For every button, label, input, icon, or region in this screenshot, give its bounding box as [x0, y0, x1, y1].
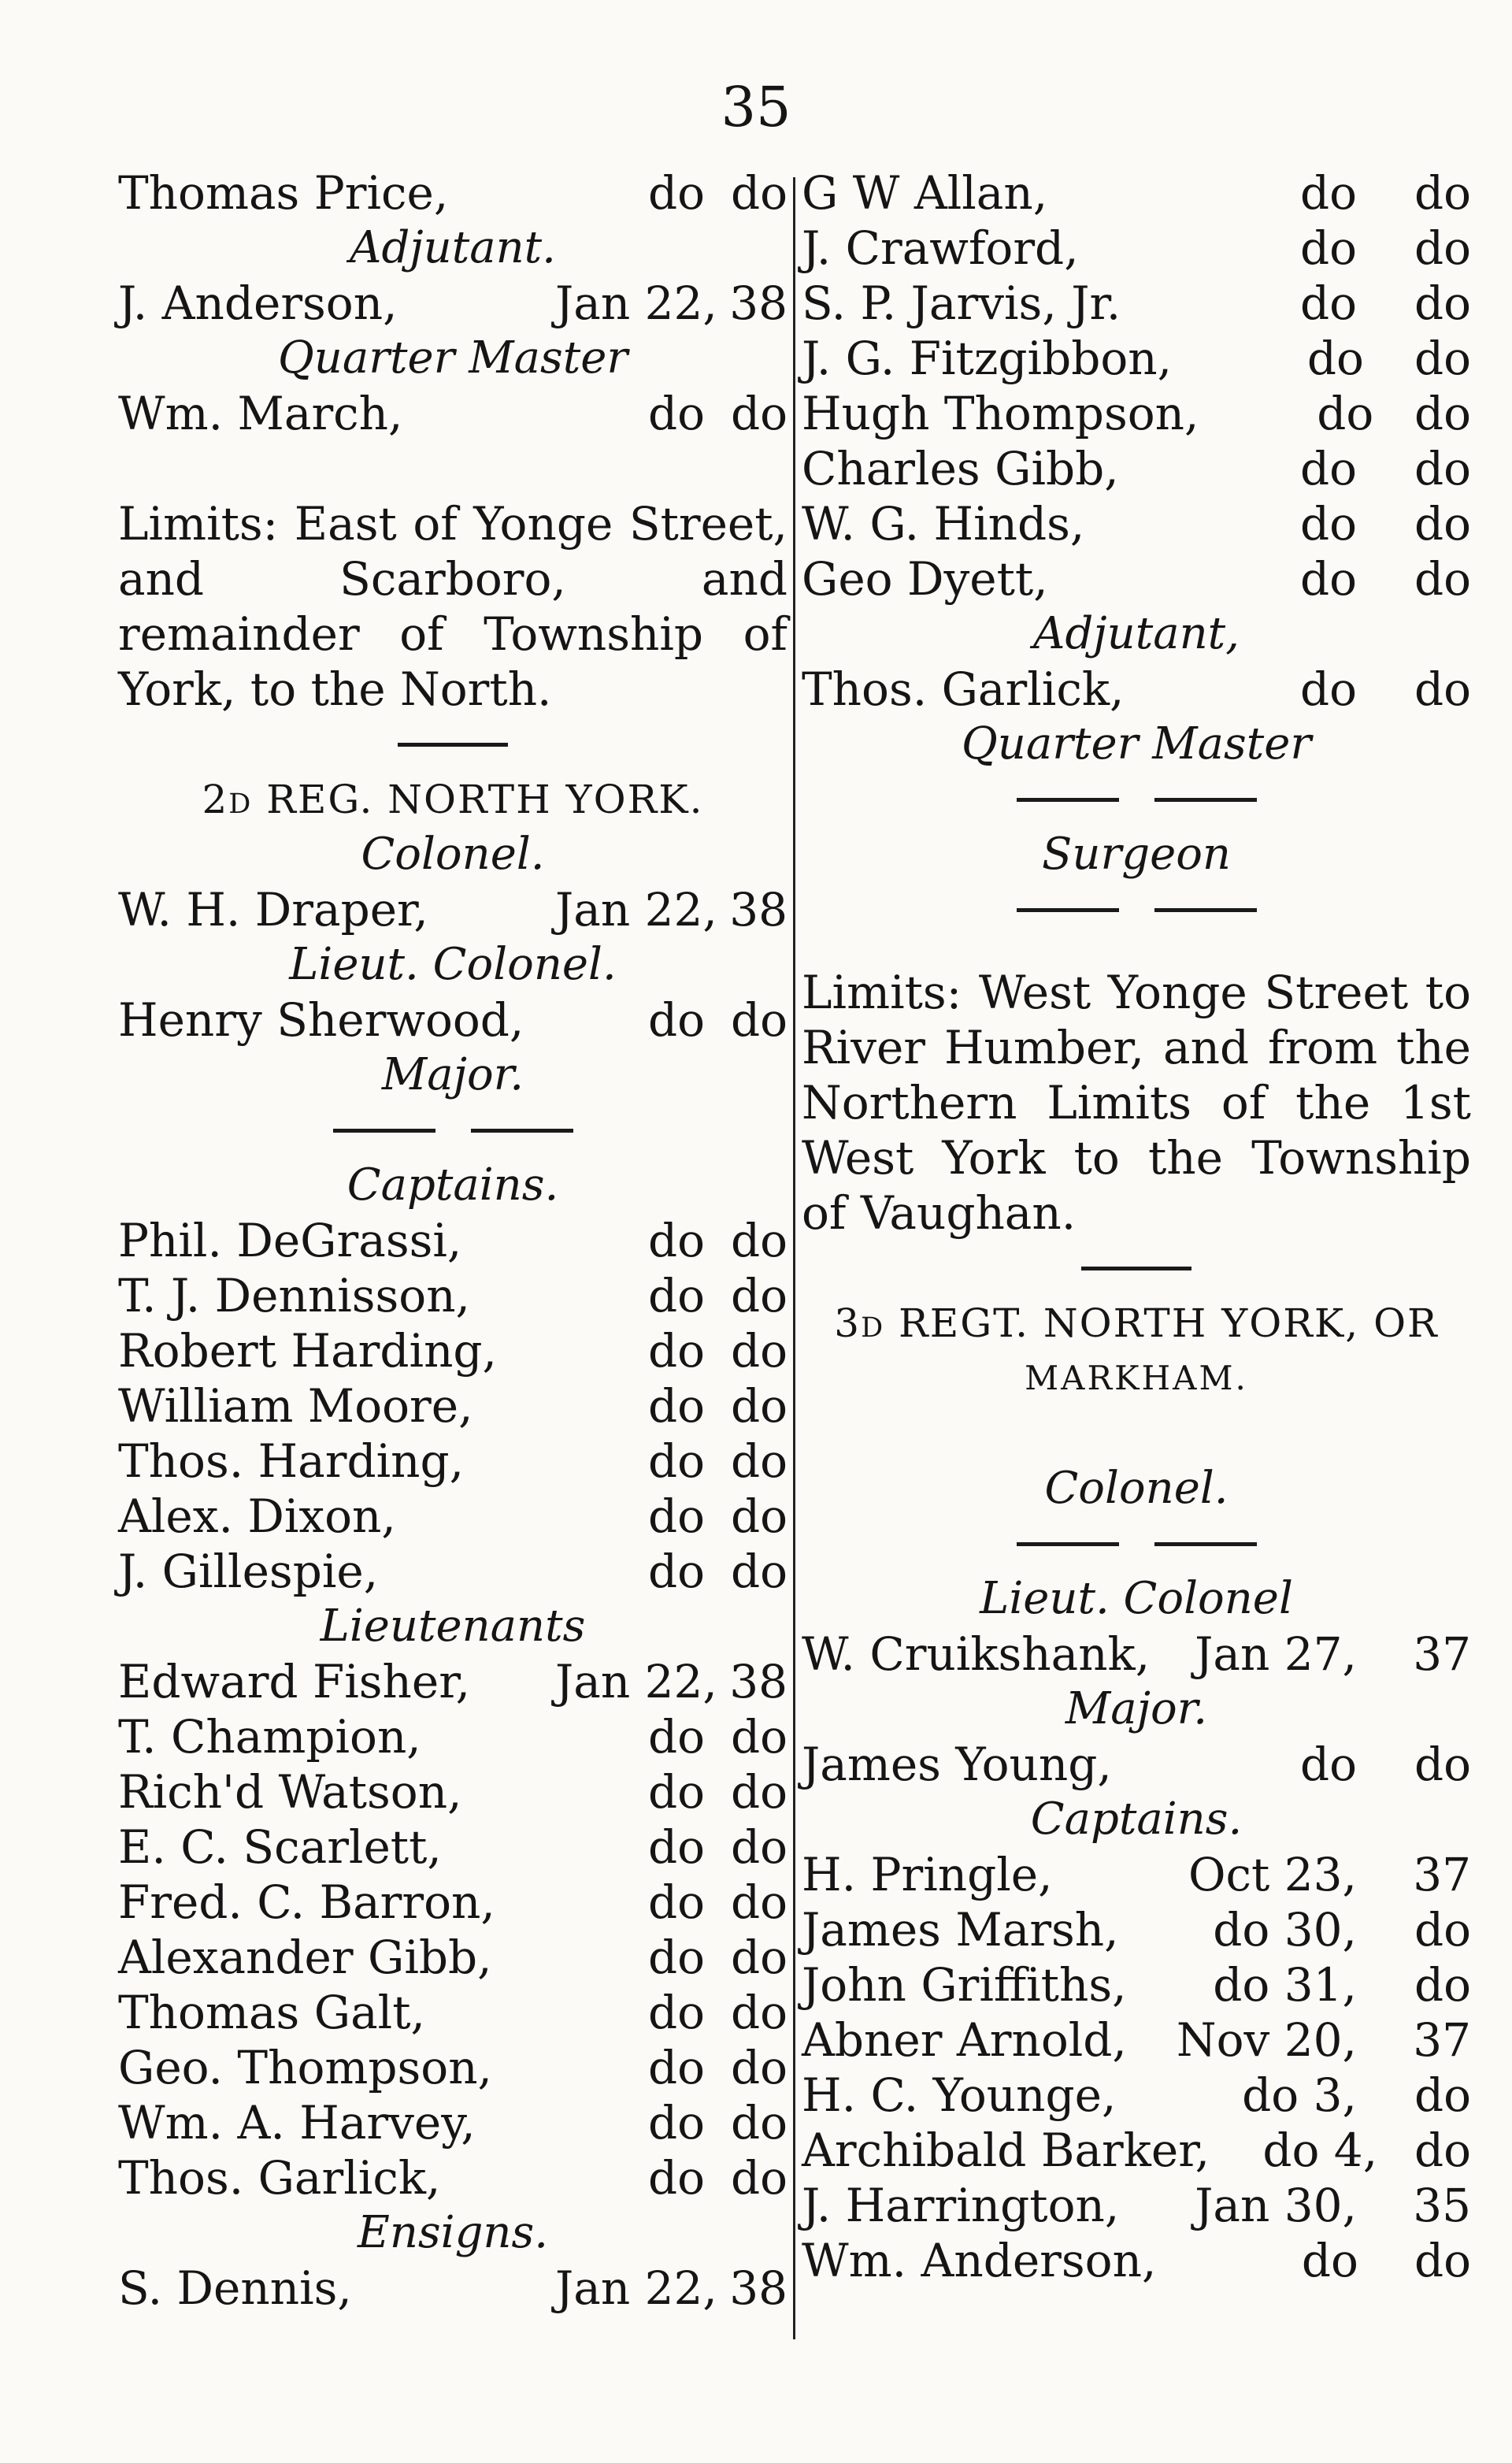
- officer-name: Thomas Price,: [118, 166, 449, 220]
- rank-heading-captains: Captains.: [1030, 1793, 1243, 1845]
- officer-year: do: [1414, 2234, 1471, 2287]
- officer-year: 38: [729, 276, 788, 330]
- officer-row: [118, 386, 788, 441]
- officer-date: do: [1299, 552, 1357, 606]
- officer-date: do: [647, 1765, 705, 1819]
- left-column: [118, 165, 788, 2316]
- officer-date: Jan 22,: [555, 1655, 717, 1708]
- officer-year: do: [1414, 442, 1471, 495]
- officer-row: [802, 1627, 1471, 1682]
- officer-date: do: [647, 1931, 705, 1984]
- officer-name: James Young,: [802, 1738, 1112, 1791]
- ensigns-list: [118, 2261, 788, 2316]
- officer-name: Archibald Barker,: [802, 2124, 1210, 2177]
- officer-name: H. C. Younge,: [802, 2068, 1117, 2122]
- officer-name: T. J. Dennisson,: [118, 1269, 470, 1322]
- officer-name: Abner Arnold,: [802, 2013, 1127, 2067]
- officer-row: [802, 1957, 1471, 2012]
- officer-date: do: [647, 1820, 705, 1874]
- officer-row: [118, 165, 788, 221]
- officer-row: [802, 2012, 1471, 2068]
- officer-date: do: [647, 1379, 705, 1433]
- officer-row: [118, 1875, 788, 1930]
- officer-date: do: [1306, 332, 1364, 385]
- section-rule: [118, 717, 788, 772]
- officer-year: 38: [729, 1655, 788, 1708]
- officer-row: [118, 1213, 788, 1268]
- officer-date: do: [647, 1434, 705, 1488]
- officer-year: 37: [1413, 2013, 1471, 2067]
- officer-row: [802, 662, 1471, 717]
- officer-name: Geo. Thompson,: [118, 2041, 492, 2094]
- officer-date: Jan 27,: [1195, 1627, 1357, 1681]
- officer-date: do: [647, 1489, 705, 1543]
- officer-name: J. Gillespie,: [118, 1545, 379, 1598]
- rank-heading-major: Major.: [1065, 1683, 1208, 1734]
- officer-year: do: [730, 1765, 788, 1819]
- officer-name: Henry Sherwood,: [118, 993, 524, 1047]
- officer-year: do: [730, 1269, 788, 1322]
- officer-name: Charles Gibb,: [802, 442, 1119, 495]
- officer-row: [802, 1902, 1471, 1957]
- vacancy-dashes: [118, 1103, 788, 1158]
- officer-date: Nov 20,: [1176, 2013, 1357, 2067]
- officer-date: do: [647, 1875, 705, 1929]
- officer-row: [118, 2261, 788, 2316]
- officer-row: [118, 882, 788, 937]
- rank-heading-adjutant: Adjutant,: [1033, 608, 1240, 659]
- officer-year: do: [730, 1379, 788, 1433]
- officer-row: [118, 992, 788, 1048]
- officer-year: do: [730, 993, 788, 1047]
- rank-heading-quarter-master: Quarter Master: [277, 332, 628, 384]
- vacancy-dashes: [802, 772, 1471, 827]
- officer-year: do: [730, 2151, 788, 2205]
- officer-row: [802, 1737, 1471, 1792]
- officers-list: [802, 165, 1471, 606]
- officer-date: do 4,: [1262, 2124, 1378, 2177]
- officer-date: Jan 22,: [555, 2261, 717, 2315]
- officer-row: [802, 386, 1471, 441]
- rank-heading-ensigns: Ensigns.: [357, 2207, 549, 2258]
- officer-date: do: [647, 2151, 705, 2205]
- officer-date: do: [647, 1710, 705, 1764]
- officer-name: Alex. Dixon,: [118, 1489, 396, 1543]
- officer-year: do: [730, 1489, 788, 1543]
- officer-name: John Griffiths,: [802, 1958, 1127, 2012]
- officer-row: [802, 2068, 1471, 2123]
- officer-name: Wm. March,: [118, 387, 403, 440]
- officer-year: do: [1414, 276, 1471, 330]
- officer-date: do 30,: [1213, 1903, 1357, 1957]
- officer-year: do: [1414, 1738, 1471, 1791]
- officer-row: [118, 1544, 788, 1599]
- officer-name: E. C. Scarlett,: [118, 1820, 442, 1874]
- rank-heading-lieut-colonel: Lieut. Colonel.: [289, 939, 617, 990]
- limits-paragraph: Limits: West Yonge Street to River Humber, and from the Northern Limits of the 1st West York to the Township of Vaughan.: [802, 966, 1471, 1240]
- officer-row: [802, 496, 1471, 551]
- regiment-heading: 3d REGT. NORTH YORK, OR: [834, 1300, 1439, 1346]
- officer-date: do: [647, 1545, 705, 1598]
- officer-name: Wm. A. Harvey,: [118, 2096, 476, 2150]
- right-column: [802, 165, 1471, 2288]
- officer-name: Rich'd Watson,: [118, 1765, 462, 1819]
- officer-row: [802, 551, 1471, 606]
- officer-year: do: [730, 1324, 788, 1378]
- officer-row: [802, 2123, 1471, 2178]
- officer-name: Phil. DeGrassi,: [118, 1214, 462, 1267]
- officer-year: do: [730, 1986, 788, 2039]
- officer-name: Thomas Galt,: [118, 1986, 425, 2039]
- officer-name: W. G. Hinds,: [802, 497, 1085, 551]
- officer-year: do: [1414, 2124, 1471, 2177]
- officer-row: [118, 2150, 788, 2205]
- officer-year: do: [1414, 166, 1471, 220]
- officer-date: do: [647, 2096, 705, 2150]
- officer-date: Jan 22,: [555, 276, 717, 330]
- officer-year: do: [730, 2096, 788, 2150]
- officer-date: do: [1299, 662, 1357, 716]
- officer-date: do: [1299, 442, 1357, 495]
- vacancy-dashes: [802, 882, 1471, 937]
- officer-row: [118, 1930, 788, 1985]
- officer-name: Geo Dyett,: [802, 552, 1048, 606]
- officer-date: do: [647, 993, 705, 1047]
- regiment-heading: 2d REG. NORTH YORK.: [202, 777, 704, 822]
- officer-year: 37: [1413, 1627, 1471, 1681]
- rank-heading-lieutenants: Lieutenants: [320, 1601, 586, 1652]
- officer-name: S. P. Jarvis, Jr.: [802, 276, 1121, 330]
- officer-date: do: [1301, 2234, 1358, 2287]
- officer-year: do: [730, 1875, 788, 1929]
- officer-name: Thos. Harding,: [118, 1434, 465, 1488]
- officer-date: do: [1299, 166, 1357, 220]
- officer-year: do: [730, 1434, 788, 1488]
- officer-date: do: [1317, 387, 1374, 440]
- officer-row: [118, 2040, 788, 2095]
- vacancy-dashes: [802, 1516, 1471, 1571]
- officer-year: do: [1414, 2068, 1471, 2122]
- officer-row: [118, 1654, 788, 1709]
- officer-year: 37: [1413, 1848, 1471, 1901]
- officer-date: do: [647, 387, 705, 440]
- officer-row: [802, 2233, 1471, 2288]
- officer-name: Thos. Garlick,: [118, 2151, 441, 2205]
- officer-date: do: [1299, 221, 1357, 275]
- officer-name: G W Allan,: [802, 166, 1048, 220]
- officer-date: Oct 23,: [1188, 1848, 1357, 1901]
- officer-row: [118, 1323, 788, 1378]
- officer-name: Thos. Garlick,: [802, 662, 1125, 716]
- officer-year: do: [1414, 662, 1471, 716]
- captains-list: [118, 1213, 788, 1599]
- officer-date: do: [647, 2041, 705, 2094]
- officer-row: [802, 276, 1471, 331]
- officer-year: 38: [729, 2261, 788, 2315]
- officer-row: [118, 1985, 788, 2040]
- officer-year: do: [730, 1931, 788, 1984]
- rank-heading-captains: Captains.: [346, 1159, 559, 1211]
- officer-name: J. G. Fitzgibbon,: [802, 332, 1173, 385]
- officer-year: do: [1414, 1958, 1471, 2012]
- section-rule: [802, 1241, 1471, 1296]
- officer-name: Wm. Anderson,: [802, 2234, 1157, 2287]
- officer-year: do: [1414, 387, 1471, 440]
- rank-heading-adjutant: Adjutant.: [350, 222, 556, 273]
- officer-row: [802, 2178, 1471, 2233]
- officer-row: [118, 2095, 788, 2150]
- officer-name: T. Champion,: [118, 1710, 421, 1764]
- officer-date: do: [647, 1324, 705, 1378]
- rank-heading-colonel: Colonel.: [1044, 1463, 1228, 1514]
- officer-date: do: [647, 166, 705, 220]
- officer-year: 35: [1413, 2179, 1471, 2232]
- regiment-subheading: MARKHAM.: [1025, 1359, 1248, 1397]
- officer-year: 38: [729, 883, 788, 937]
- officer-date: do: [1299, 497, 1357, 551]
- officer-year: do: [1414, 1903, 1471, 1957]
- officer-date: do: [1299, 276, 1357, 330]
- officer-date: do 31,: [1213, 1958, 1357, 2012]
- limits-paragraph: Limits: East of Yonge Street, and Scarboro, and remainder of Township of York, to the North.: [118, 497, 788, 716]
- officer-row: [118, 1378, 788, 1434]
- lieutenants-list: [118, 1654, 788, 2205]
- officer-name: H. Pringle,: [802, 1848, 1053, 1901]
- rank-heading-colonel: Colonel.: [361, 829, 545, 880]
- officer-name: Fred. C. Barron,: [118, 1875, 495, 1929]
- officer-date: do: [647, 1986, 705, 2039]
- officer-name: W. Cruikshank,: [802, 1627, 1151, 1681]
- officer-name: William Moore,: [118, 1379, 473, 1433]
- officer-date: do 3,: [1242, 2068, 1357, 2122]
- officer-row: [802, 221, 1471, 276]
- officer-name: Alexander Gibb,: [118, 1931, 492, 1984]
- rank-heading-quarter-master: Quarter Master: [961, 718, 1312, 770]
- officer-name: S. Dennis,: [118, 2261, 352, 2315]
- officer-row: [118, 1764, 788, 1819]
- page-number: 35: [721, 75, 791, 139]
- officer-name: Robert Harding,: [118, 1324, 497, 1378]
- officer-year: do: [1414, 332, 1471, 385]
- officer-row: [118, 1489, 788, 1544]
- officer-date: do: [647, 1214, 705, 1267]
- rank-heading-surgeon: Surgeon: [1042, 829, 1231, 880]
- officer-date: do: [647, 1269, 705, 1322]
- officer-row: [802, 441, 1471, 496]
- officer-year: do: [1414, 552, 1471, 606]
- officer-year: do: [1414, 497, 1471, 551]
- officer-name: Hugh Thompson,: [802, 387, 1199, 440]
- officer-row: [802, 331, 1471, 386]
- officer-year: do: [730, 1710, 788, 1764]
- officer-name: Edward Fisher,: [118, 1655, 471, 1708]
- officer-name: J. Harrington,: [802, 2179, 1120, 2232]
- officer-year: do: [730, 1820, 788, 1874]
- officer-row: [118, 1268, 788, 1323]
- rank-heading-major: Major.: [381, 1049, 524, 1100]
- officer-row: [802, 165, 1471, 221]
- officer-name: James Marsh,: [802, 1903, 1119, 1957]
- officer-row: [802, 1847, 1471, 1902]
- column-divider: [793, 177, 795, 2339]
- officer-row: [118, 1434, 788, 1489]
- officer-year: do: [1414, 221, 1471, 275]
- officer-name: J. Anderson,: [118, 276, 398, 330]
- officer-year: do: [730, 2041, 788, 2094]
- officer-year: do: [730, 1545, 788, 1598]
- officer-year: do: [730, 387, 788, 440]
- officer-row: [118, 1709, 788, 1764]
- officer-date: Jan 22,: [555, 883, 717, 937]
- officer-name: J. Crawford,: [802, 221, 1079, 275]
- officer-name: W. H. Draper,: [118, 883, 428, 937]
- officer-year: do: [730, 166, 788, 220]
- officer-row: [118, 1819, 788, 1875]
- rank-heading-lieut-colonel: Lieut. Colonel: [980, 1573, 1293, 1624]
- officer-row: [118, 276, 788, 331]
- officer-date: do: [1299, 1738, 1357, 1791]
- captains-list: [802, 1847, 1471, 2288]
- officer-year: do: [730, 1214, 788, 1267]
- officer-date: Jan 30,: [1195, 2179, 1357, 2232]
